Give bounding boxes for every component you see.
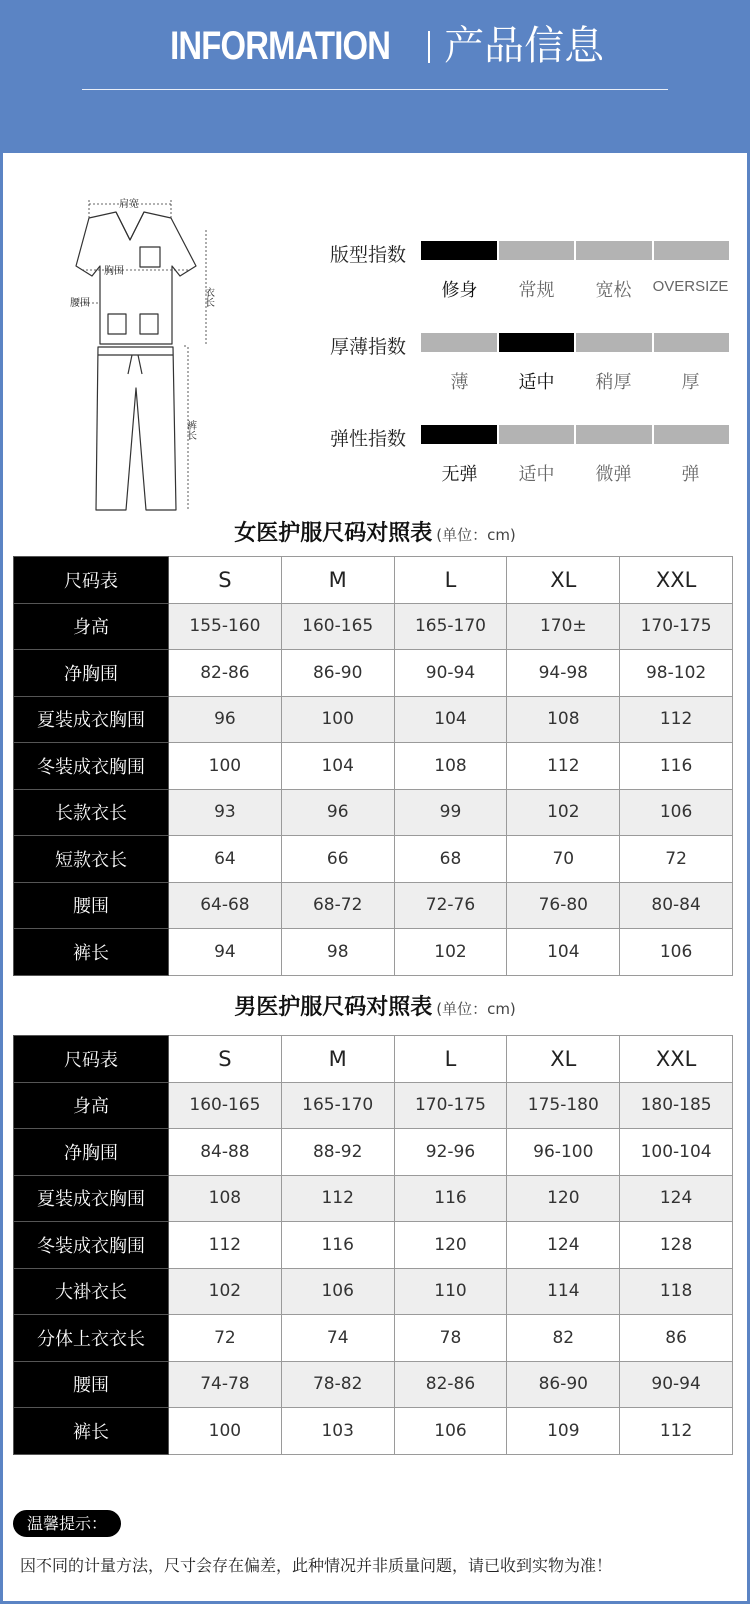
table-cell: 118 (620, 1268, 733, 1315)
tip-badge: 温馨提示： (13, 1510, 121, 1537)
fit-segment-3 (576, 241, 652, 260)
table-cell: 78 (394, 1315, 507, 1362)
page-title (0, 22, 750, 70)
fit-segment-1 (421, 241, 497, 260)
table-cell: 68 (394, 836, 507, 883)
row-label: 腰围 (14, 1361, 169, 1408)
left-pocket (108, 314, 126, 334)
table-cell: 64 (169, 836, 282, 883)
men-size-cell: S (169, 1036, 282, 1083)
table-cell: 170-175 (620, 603, 733, 650)
row-label: 大褂衣长 (14, 1268, 169, 1315)
table-cell: 124 (620, 1175, 733, 1222)
elasticity-option-2: 适中 (518, 464, 555, 485)
table-cell: 108 (169, 1175, 282, 1222)
men-size-table (13, 1035, 733, 1455)
table-cell: 103 (281, 1408, 394, 1455)
women-size-cell: L (394, 557, 507, 604)
table-cell: 112 (169, 1222, 282, 1269)
table-cell: 102 (169, 1268, 282, 1315)
elasticity-segment-4 (654, 425, 730, 444)
men-size-cell: XL (507, 1036, 620, 1083)
table-cell: 90-94 (394, 650, 507, 697)
row-label: 长款衣长 (14, 789, 169, 836)
women-size-cell: S (169, 557, 282, 604)
table-row (14, 1129, 733, 1176)
table-cell: 72-76 (394, 882, 507, 929)
table-cell: 128 (620, 1222, 733, 1269)
table-row (14, 1361, 733, 1408)
top-length-label: 衣长 (202, 287, 214, 307)
table-cell: 102 (507, 789, 620, 836)
table-cell: 112 (620, 696, 733, 743)
garment-size-diagram (58, 192, 228, 527)
row-label: 分体上衣衣长 (14, 1315, 169, 1362)
table-cell: 90-94 (620, 1361, 733, 1408)
row-label: 冬装成衣胸围 (14, 743, 169, 790)
row-label: 裤长 (14, 1408, 169, 1455)
thickness-index-label: 厚薄指数 (330, 336, 407, 358)
elasticity-segment-1 (421, 425, 497, 444)
table-cell: 106 (620, 929, 733, 976)
row-label: 身高 (14, 603, 169, 650)
table-row (14, 1315, 733, 1362)
men-table-unit: (单位：cm) (436, 1000, 516, 1018)
table-cell: 70 (507, 836, 620, 883)
table-cell: 109 (507, 1408, 620, 1455)
men-table-heading: 男医护服尺码对照表 (234, 995, 433, 1020)
table-row (14, 1408, 733, 1455)
table-cell: 175-180 (507, 1082, 620, 1129)
men-corner-cell: 尺码表 (14, 1036, 169, 1083)
table-cell: 76-80 (507, 882, 620, 929)
table-cell: 64-68 (169, 882, 282, 929)
fit-index-bar (421, 241, 729, 260)
table-cell: 78-82 (281, 1361, 394, 1408)
thickness-index-bar (421, 333, 729, 352)
fit-option-3: 宽松 (595, 280, 632, 301)
table-cell: 104 (507, 929, 620, 976)
table-cell: 116 (394, 1175, 507, 1222)
row-label: 短款衣长 (14, 836, 169, 883)
thickness-segment-2 (499, 333, 575, 352)
table-cell: 120 (394, 1222, 507, 1269)
table-row (14, 1268, 733, 1315)
table-row (14, 1175, 733, 1222)
table-cell: 82-86 (169, 650, 282, 697)
fit-option-1: 修身 (441, 280, 478, 301)
table-cell: 155-160 (169, 603, 282, 650)
table-cell: 74-78 (169, 1361, 282, 1408)
row-label: 净胸围 (14, 650, 169, 697)
thickness-segment-3 (576, 333, 652, 352)
scrub-pants-outline (96, 347, 176, 510)
women-size-cell: M (281, 557, 394, 604)
elasticity-option-3: 微弹 (595, 464, 632, 485)
women-size-cell: XL (507, 557, 620, 604)
waist-label: 腰围 (70, 298, 90, 309)
table-cell: 99 (394, 789, 507, 836)
table-row (14, 603, 733, 650)
chest-pocket (140, 247, 160, 267)
table-cell: 110 (394, 1268, 507, 1315)
thickness-segment-1 (421, 333, 497, 352)
header-banner (0, 0, 750, 153)
table-cell: 100 (169, 1408, 282, 1455)
row-label: 身高 (14, 1082, 169, 1129)
tip-text: 因不同的计量方法，尺寸会存在偏差，此种情况并非质量问题，请已收到实物为准！ (20, 1556, 613, 1575)
table-cell: 74 (281, 1315, 394, 1362)
thickness-option-3: 稍厚 (595, 372, 632, 393)
table-cell: 86-90 (281, 650, 394, 697)
row-label: 腰围 (14, 882, 169, 929)
table-cell: 98-102 (620, 650, 733, 697)
fit-index-label: 版型指数 (330, 244, 407, 266)
pants-length-label: 裤长 (184, 420, 196, 440)
elasticity-index-bar (421, 425, 729, 444)
men-size-cell: M (281, 1036, 394, 1083)
table-cell: 98 (281, 929, 394, 976)
row-label: 净胸围 (14, 1129, 169, 1176)
table-row (14, 1082, 733, 1129)
elasticity-index-options (421, 460, 729, 486)
table-row (14, 650, 733, 697)
table-cell: 93 (169, 789, 282, 836)
table-cell: 84-88 (169, 1129, 282, 1176)
table-cell: 108 (507, 696, 620, 743)
table-cell: 82-86 (394, 1361, 507, 1408)
table-cell: 112 (281, 1175, 394, 1222)
women-size-table (13, 556, 733, 976)
table-cell: 165-170 (394, 603, 507, 650)
thickness-segment-4 (654, 333, 730, 352)
table-cell: 72 (620, 836, 733, 883)
table-cell: 66 (281, 836, 394, 883)
table-cell: 106 (281, 1268, 394, 1315)
table-cell: 120 (507, 1175, 620, 1222)
thickness-option-4: 厚 (681, 372, 700, 393)
fit-option-4: OVERSIZE (652, 278, 729, 295)
table-cell: 160-165 (281, 603, 394, 650)
elasticity-segment-3 (576, 425, 652, 444)
table-row (14, 836, 733, 883)
row-label: 裤长 (14, 929, 169, 976)
table-cell: 92-96 (394, 1129, 507, 1176)
table-cell: 170-175 (394, 1082, 507, 1129)
table-cell: 165-170 (281, 1082, 394, 1129)
table-row (14, 696, 733, 743)
scrub-top-outline (76, 212, 196, 344)
header-rule (82, 89, 668, 90)
table-row (14, 882, 733, 929)
men-size-cell: L (394, 1036, 507, 1083)
table-cell: 104 (281, 743, 394, 790)
men-size-cell: XXL (620, 1036, 733, 1083)
table-row (14, 743, 733, 790)
table-cell: 80-84 (620, 882, 733, 929)
table-cell: 116 (620, 743, 733, 790)
table-cell: 94-98 (507, 650, 620, 697)
table-cell: 100-104 (620, 1129, 733, 1176)
fit-index-options (421, 276, 729, 302)
thickness-option-2: 适中 (518, 372, 555, 393)
women-table-title (0, 516, 750, 547)
women-table-heading: 女医护服尺码对照表 (234, 521, 433, 546)
right-pocket (140, 314, 158, 334)
table-cell: 112 (507, 743, 620, 790)
title-english: INFORMATION (170, 24, 390, 68)
table-cell: 86-90 (507, 1361, 620, 1408)
table-cell: 88-92 (281, 1129, 394, 1176)
thickness-option-1: 薄 (450, 372, 469, 393)
table-cell: 68-72 (281, 882, 394, 929)
table-row (14, 1222, 733, 1269)
table-cell: 96-100 (507, 1129, 620, 1176)
women-table-unit: (单位：cm) (436, 526, 516, 544)
table-cell: 82 (507, 1315, 620, 1362)
title-divider (428, 31, 430, 63)
table-cell: 116 (281, 1222, 394, 1269)
table-cell: 102 (394, 929, 507, 976)
fit-segment-2 (499, 241, 575, 260)
table-cell: 114 (507, 1268, 620, 1315)
table-cell: 96 (281, 789, 394, 836)
elasticity-option-1: 无弹 (441, 464, 478, 485)
table-cell: 106 (620, 789, 733, 836)
men-table-title (0, 990, 750, 1021)
table-row (14, 929, 733, 976)
table-cell: 124 (507, 1222, 620, 1269)
shoulder-label: 肩宽 (119, 199, 139, 210)
table-cell: 96 (169, 696, 282, 743)
table-cell: 180-185 (620, 1082, 733, 1129)
table-cell: 72 (169, 1315, 282, 1362)
women-size-header-row (14, 557, 733, 604)
table-cell: 106 (394, 1408, 507, 1455)
women-corner-cell: 尺码表 (14, 557, 169, 604)
table-cell: 170± (507, 603, 620, 650)
fit-option-2: 常规 (518, 280, 555, 301)
row-label: 夏装成衣胸围 (14, 696, 169, 743)
table-cell: 104 (394, 696, 507, 743)
table-cell: 100 (169, 743, 282, 790)
women-size-cell: XXL (620, 557, 733, 604)
table-cell: 112 (620, 1408, 733, 1455)
elasticity-segment-2 (499, 425, 575, 444)
table-cell: 94 (169, 929, 282, 976)
fit-segment-4 (654, 241, 730, 260)
table-cell: 108 (394, 743, 507, 790)
table-cell: 100 (281, 696, 394, 743)
elasticity-index-label: 弹性指数 (330, 428, 407, 450)
title-chinese: 产品信息 (444, 23, 605, 69)
table-cell: 86 (620, 1315, 733, 1362)
table-cell: 160-165 (169, 1082, 282, 1129)
men-size-header-row (14, 1036, 733, 1083)
row-label: 夏装成衣胸围 (14, 1175, 169, 1222)
row-label: 冬装成衣胸围 (14, 1222, 169, 1269)
table-row (14, 789, 733, 836)
thickness-index-options (421, 368, 729, 394)
chest-label: 胸围 (104, 266, 124, 277)
elasticity-option-4: 弹 (681, 464, 700, 485)
